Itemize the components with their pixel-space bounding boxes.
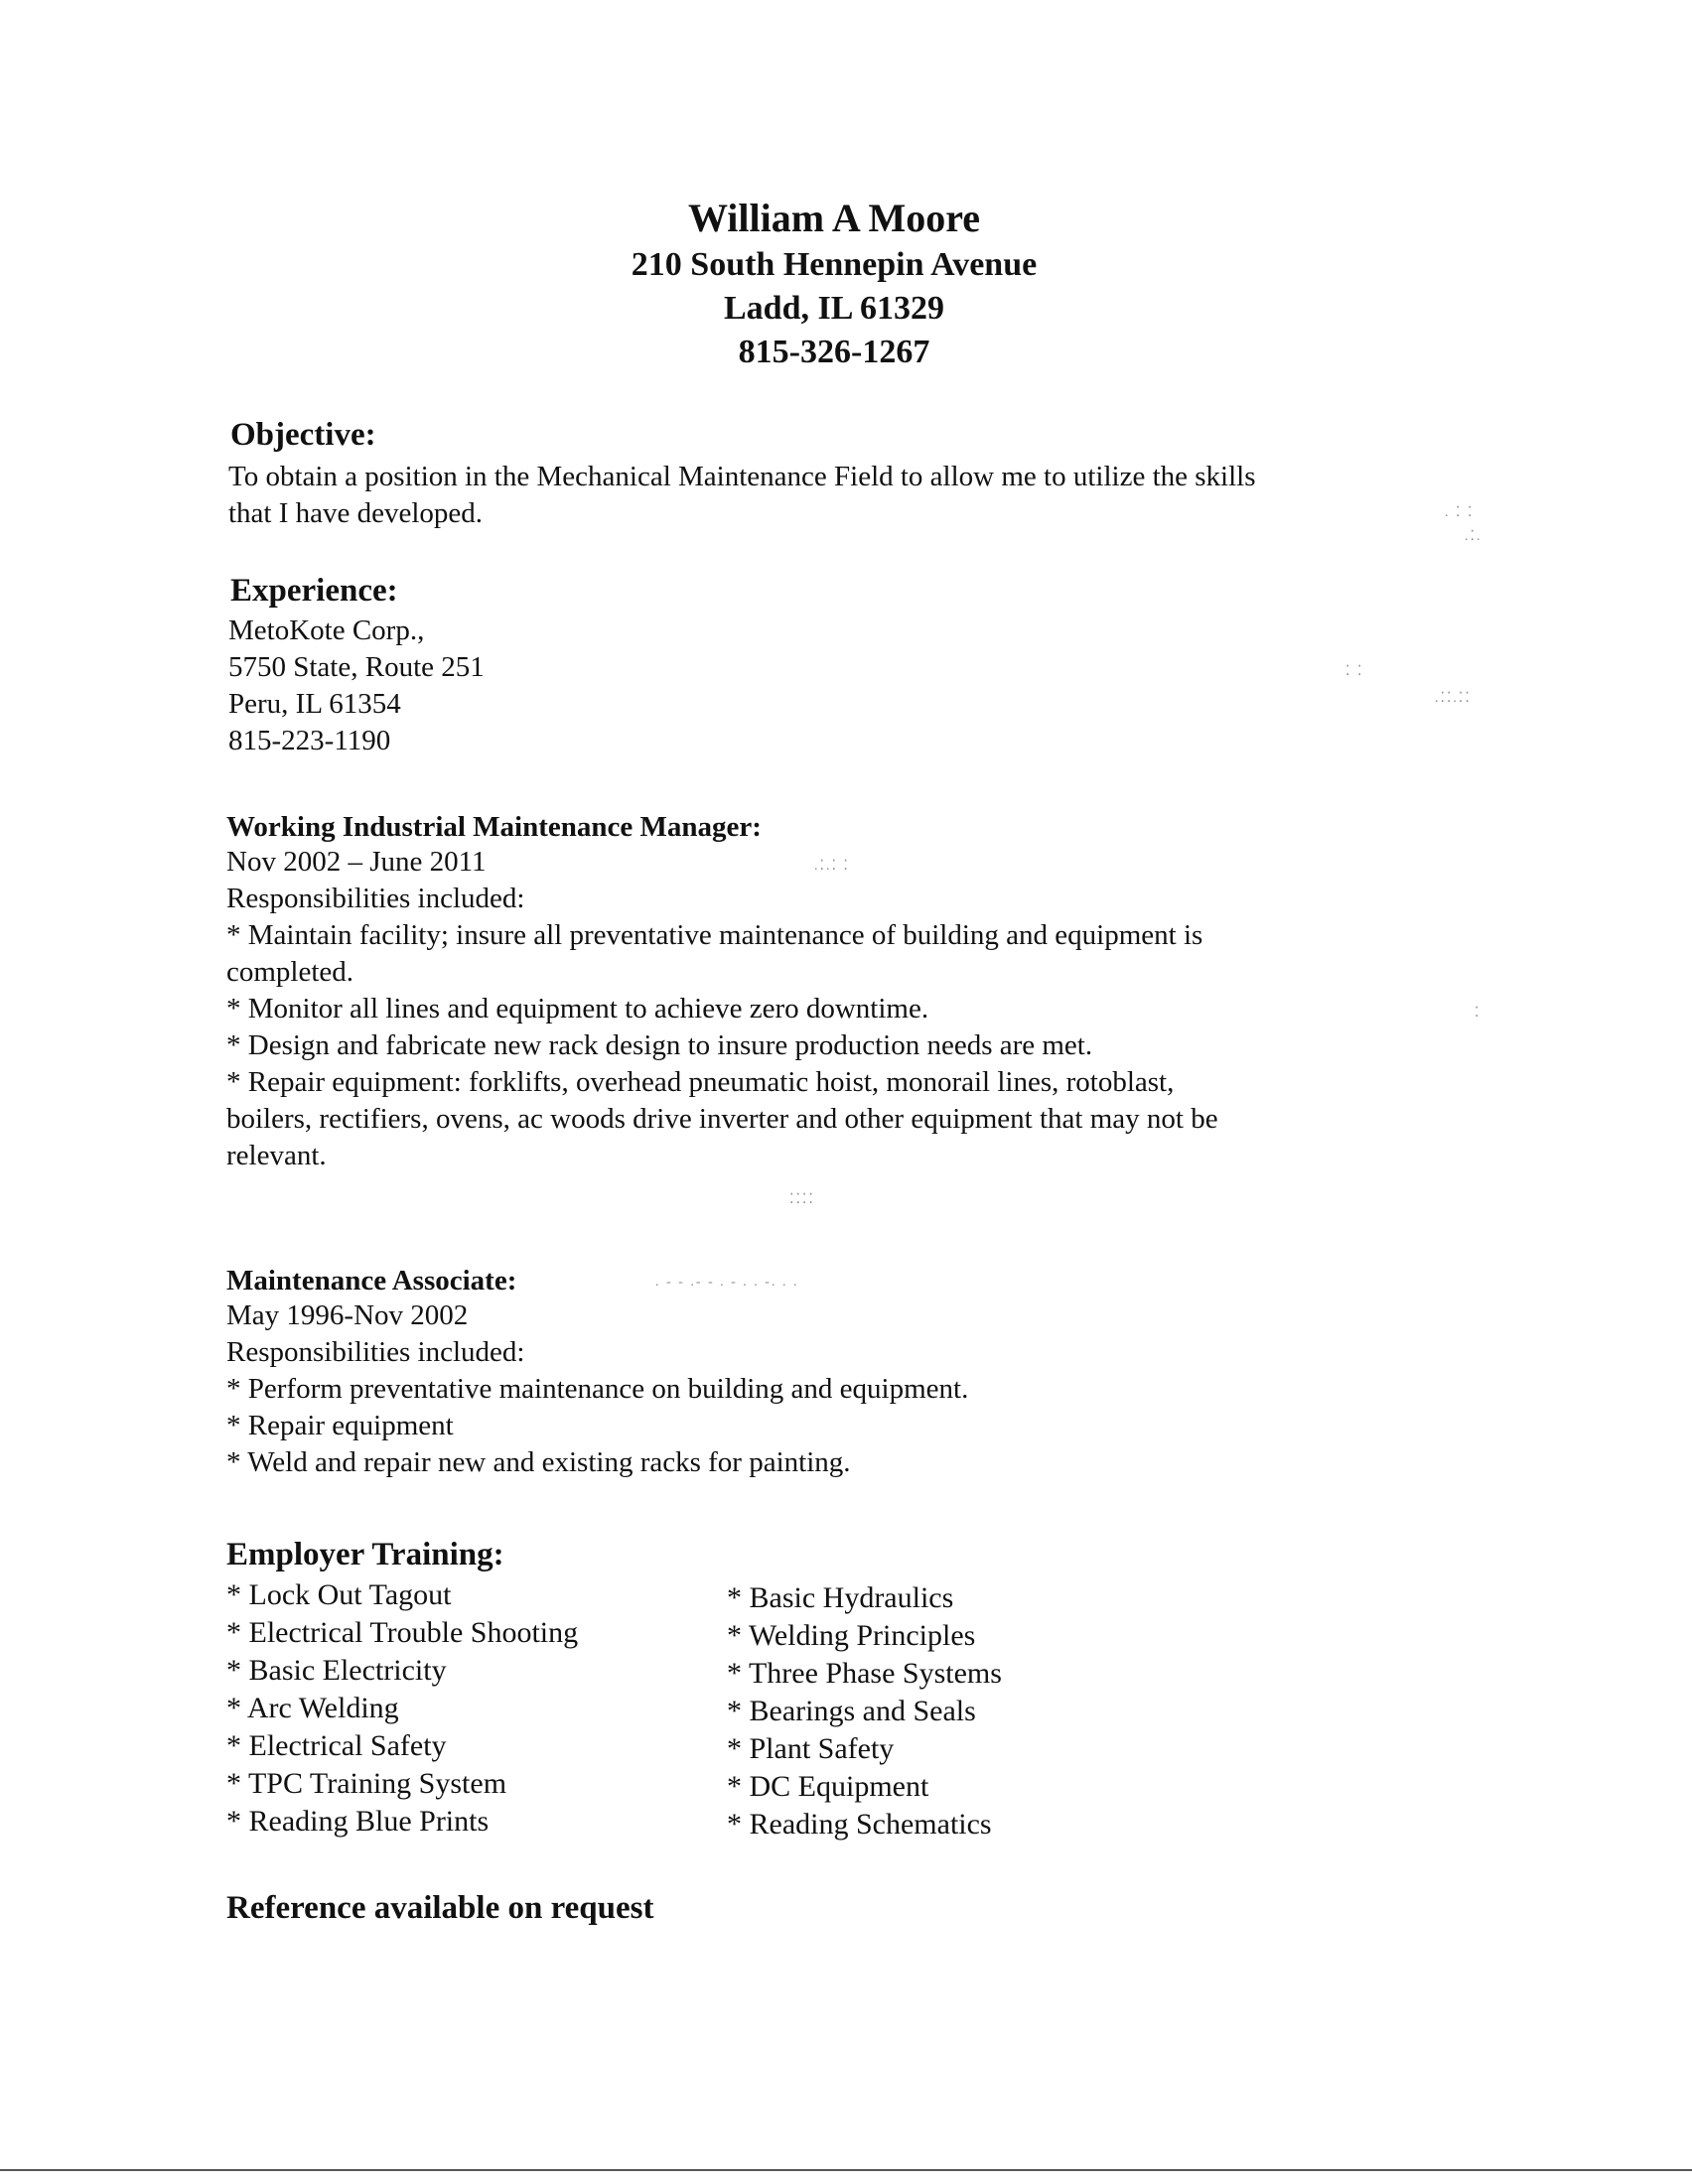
scan-speck: .⁚⁚.⁚⁚ bbox=[1435, 691, 1472, 706]
scan-speck: . ⁚ ⁚ bbox=[1445, 505, 1475, 520]
job-dates: May 1996-Nov 2002 bbox=[226, 1299, 469, 1331]
training-item: * Plant Safety bbox=[727, 1732, 895, 1765]
responsibility-line: relevant. bbox=[226, 1140, 327, 1171]
training-item: * Welding Principles bbox=[727, 1619, 976, 1652]
training-heading: Employer Training: bbox=[226, 1537, 504, 1572]
objective-line: To obtain a position in the Mechanical Maintenance Field to allow me to utilize the skills bbox=[228, 461, 1256, 492]
responsibilities-intro: Responsibilities included: bbox=[226, 883, 525, 914]
scan-speck: .⁚.⁚ ⁚ bbox=[814, 859, 850, 874]
company-phone: 815-223-1190 bbox=[228, 725, 391, 756]
responsibility-line: completed. bbox=[226, 956, 354, 988]
training-list-right bbox=[727, 1579, 1002, 1843]
contact-header bbox=[0, 194, 1668, 374]
training-item: * Reading Schematics bbox=[727, 1808, 992, 1841]
objective-heading: Objective: bbox=[230, 417, 376, 453]
job-details-manager bbox=[226, 844, 1218, 1174]
experience-heading: Experience: bbox=[230, 573, 398, 609]
scan-speck: .⁚. bbox=[1465, 529, 1482, 544]
job-title-associate: Maintenance Associate: bbox=[226, 1265, 517, 1297]
responsibility-line: * Maintain facility; insure all preventative maintenance of building and equipment is bbox=[226, 919, 1203, 951]
scan-speck: . - - .- - . - . . -. . . bbox=[655, 1275, 799, 1290]
training-list-left bbox=[226, 1576, 578, 1841]
page-bottom-rule bbox=[0, 2169, 1692, 2171]
company-city: Peru, IL 61354 bbox=[228, 688, 401, 720]
training-item: * DC Equipment bbox=[727, 1770, 929, 1803]
training-item: * Electrical Safety bbox=[226, 1729, 447, 1762]
objective-line: that I have developed. bbox=[228, 497, 484, 529]
job-details-associate bbox=[226, 1297, 968, 1481]
company-street: 5750 State, Route 251 bbox=[228, 651, 485, 683]
scan-speck: ⁚ bbox=[1475, 1006, 1481, 1021]
training-item: * Basic Electricity bbox=[226, 1654, 447, 1687]
responsibilities-intro: Responsibilities included: bbox=[226, 1336, 525, 1368]
city-state-zip: Ladd, IL 61329 bbox=[723, 290, 945, 327]
job-title-manager: Working Industrial Maintenance Manager: bbox=[226, 811, 762, 843]
training-item: * Arc Welding bbox=[226, 1692, 399, 1724]
training-item: * Three Phase Systems bbox=[727, 1657, 1002, 1690]
job-dates: Nov 2002 – June 2011 bbox=[226, 846, 487, 878]
responsibility-line: * Design and fabricate new rack design to insure production needs are met. bbox=[226, 1029, 1093, 1061]
scan-speck: ⁚ ⁚ bbox=[1345, 664, 1364, 679]
responsibility-line: * Repair equipment: forklifts, overhead pneumatic hoist, monorail lines, rotoblast, bbox=[226, 1066, 1175, 1098]
scan-speck: ⁚⁚⁚⁚ bbox=[789, 1192, 815, 1207]
responsibility-line: * Monitor all lines and equipment to achieve zero downtime. bbox=[226, 993, 929, 1024]
training-item: * Electrical Trouble Shooting bbox=[226, 1616, 579, 1649]
responsibility-line: boilers, rectifiers, ovens, ac woods drive inverter and other equipment that may not be bbox=[226, 1103, 1218, 1135]
responsibility-line: * Perform preventative maintenance on building and equipment. bbox=[226, 1373, 969, 1405]
training-item: * Basic Hydraulics bbox=[727, 1581, 954, 1614]
phone-number: 815-326-1267 bbox=[738, 334, 930, 370]
training-item: * Bearings and Seals bbox=[727, 1695, 976, 1727]
company-info bbox=[228, 613, 485, 759]
street-address: 210 South Hennepin Avenue bbox=[631, 246, 1038, 283]
training-item: * Lock Out Tagout bbox=[226, 1578, 452, 1611]
training-item: * TPC Training System bbox=[226, 1767, 507, 1800]
company-name: MetoKote Corp., bbox=[228, 614, 425, 646]
responsibility-line: * Weld and repair new and existing racks for painting. bbox=[226, 1446, 851, 1478]
applicant-name: William A Moore bbox=[687, 196, 981, 240]
responsibility-line: * Repair equipment bbox=[226, 1410, 454, 1441]
training-item: * Reading Blue Prints bbox=[226, 1805, 490, 1838]
references-note: Reference available on request bbox=[226, 1890, 654, 1926]
objective-text bbox=[228, 459, 1255, 532]
